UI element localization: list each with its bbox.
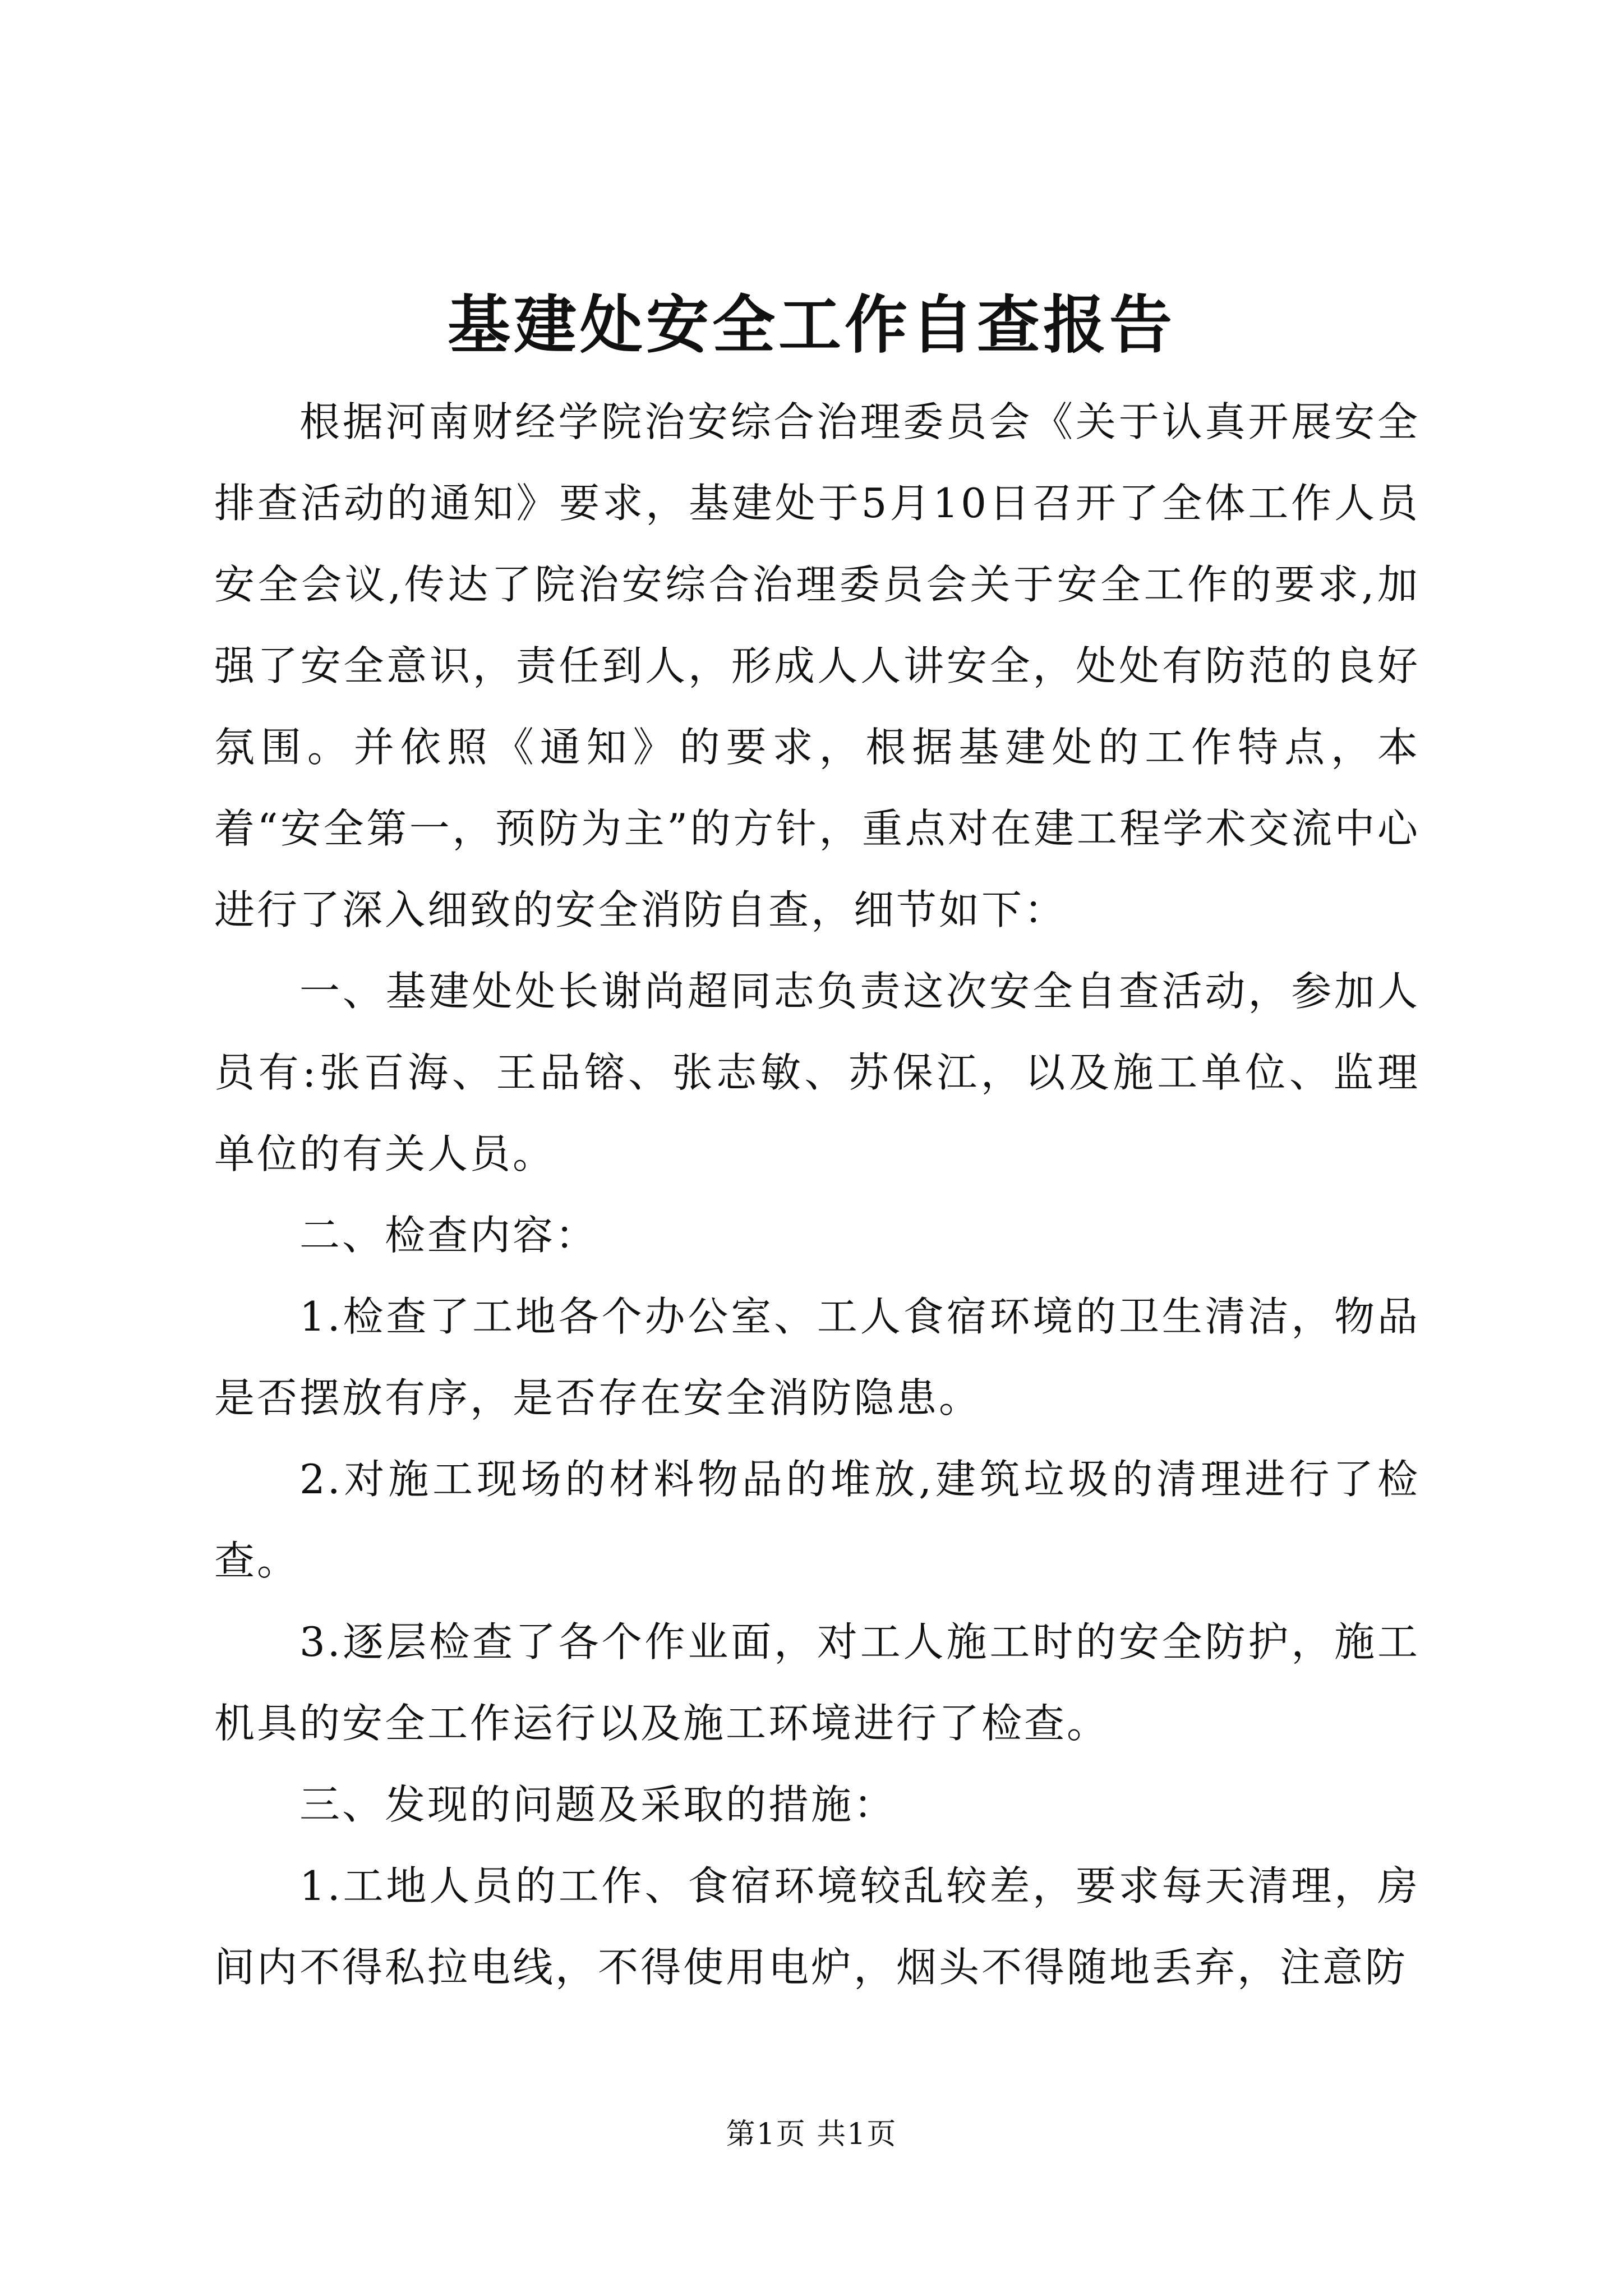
document-body (214, 381, 1420, 2008)
paragraph-section-1: 一、基建处处长谢尚超同志负责这次安全自查活动，参加人员有:张百海、王品镕、张志敏、苏保江，以及施工单位、监理单位的有关人员。 (214, 968, 1420, 1177)
paragraph-item-3: 3.逐层检查了各个作业面，对工人施工时的安全防护，施工机具的安全工作运行以及施工环境进行了检查。 (214, 1618, 1420, 1747)
paragraph-item-2: 2.对施工现场的材料物品的堆放,建筑垃圾的清理进行了检查。 (214, 1456, 1420, 1584)
document-title: 基建处安全工作自查报告 (448, 288, 1175, 362)
paragraph-item-1: 1.检查了工地各个办公室、工人食宿环境的卫生清洁，物品是否摆放有序，是否存在安全消防隐患。 (214, 1293, 1420, 1421)
paragraph-section-3-item-1: 1.工地人员的工作、食宿环境较乱较差，要求每天清理，房间内不得私拉电线，不得使用电炉，烟头不得随地丢弃，注意防 (214, 1862, 1420, 1991)
page-footer: 第1页 共1页 (726, 2118, 897, 2151)
paragraph-section-2-heading: 二、检查内容： (299, 1212, 598, 1259)
paragraph-section-3-heading: 三、发现的问题及采取的措施： (299, 1781, 897, 1828)
paragraph-intro: 根据河南财经学院治安综合治理委员会《关于认真开展安全排查活动的通知》要求，基建处于5月10日召开了全体工作人员安全会议,传达了院治安综合治理委员会关于安全工作的要求,加强了安全意识，责任到人，形成人人讲安全，处处有防范的良好氛围。并依照《通知》的要求，根据基建处的工作特点，本着“安全第一，预防为主”的方针，重点对在建工程学术交流中心进行了深入细致的安全消防自查，细节如下： (214, 398, 1420, 933)
